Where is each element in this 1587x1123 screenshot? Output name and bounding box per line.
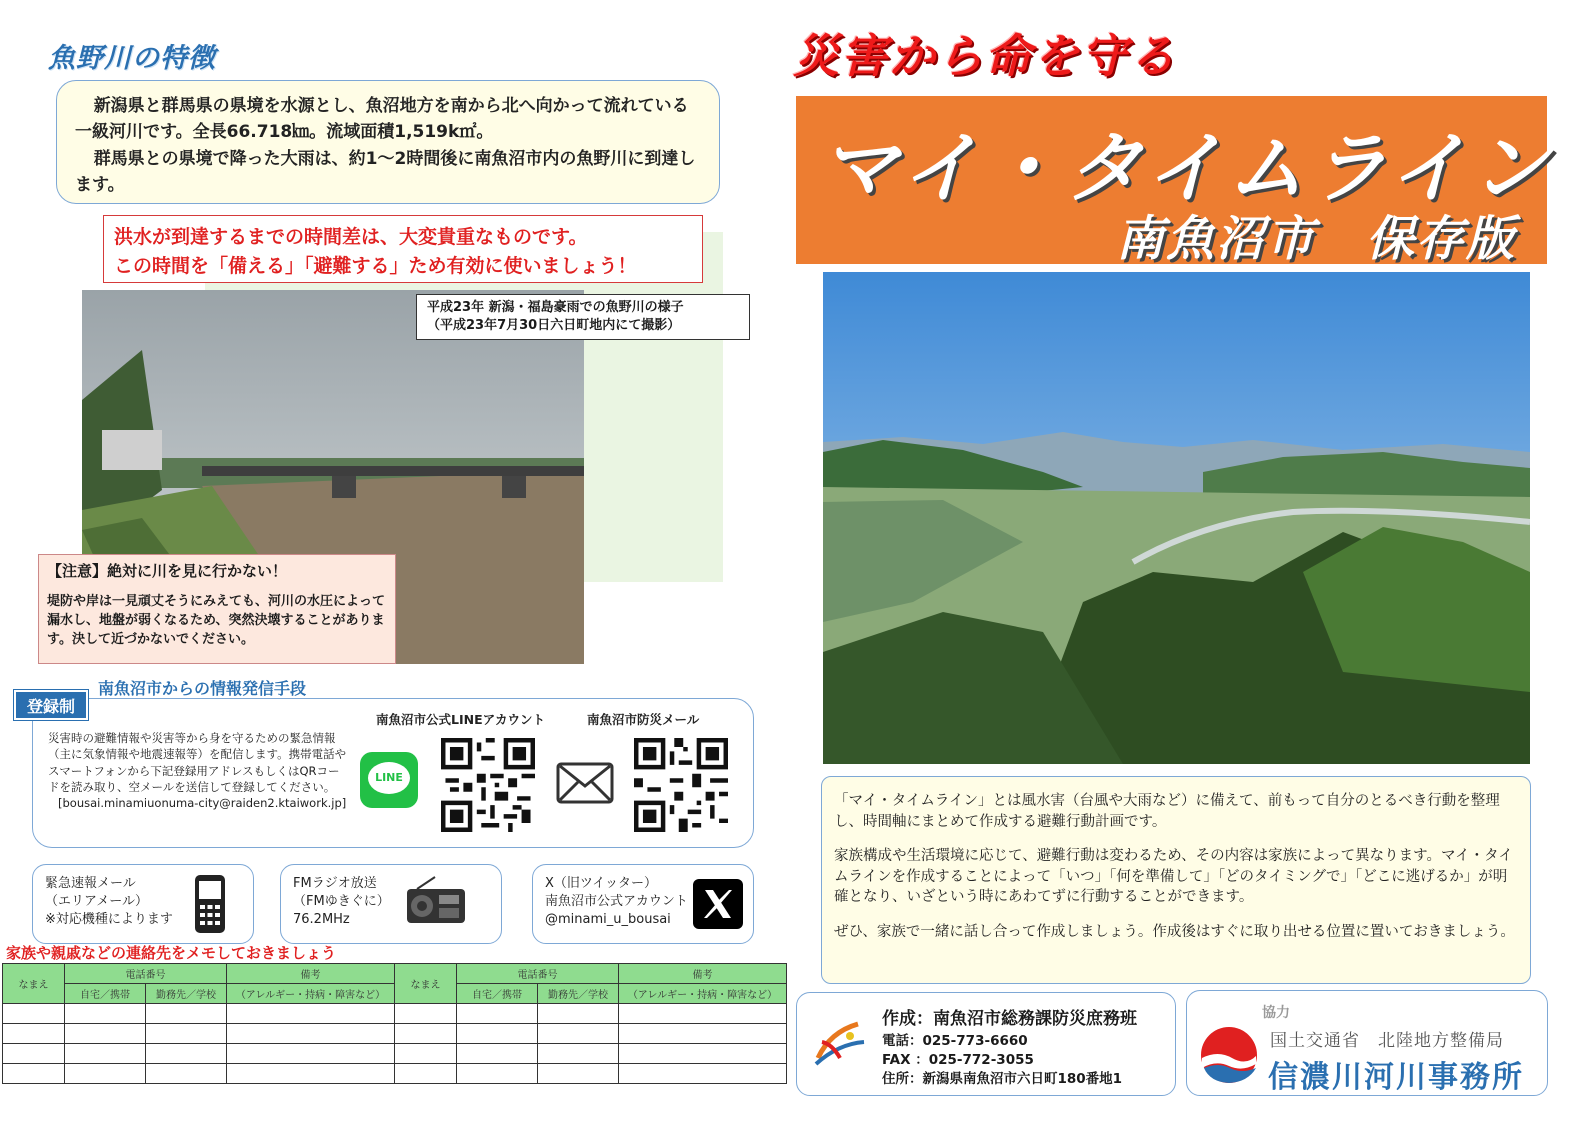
memo-row[interactable] [3, 1004, 787, 1024]
river-description-box [56, 80, 720, 204]
caution-title: 【注意】絶対に川を見に行かない！ [47, 562, 288, 580]
caption-line-2: （平成23年7月30日六日町地内にて撮影） [427, 317, 681, 333]
credit-tel: 電話：025-773-6660 [882, 1032, 1028, 1049]
info-description [48, 730, 348, 812]
memo-header-home: 自宅／携帯 [65, 984, 146, 1004]
memo-header-notes-sub: （アレルギー・持病・障害など） [619, 984, 787, 1004]
memo-header-work: 勤務先／学校 [146, 984, 227, 1004]
main-title: 災害から命を守る [793, 29, 1177, 83]
warning-line-2: この時間を「備える」「避難する」ため有効に使いましょう！ [114, 255, 637, 278]
contact-memo-table [2, 963, 787, 1084]
credit-made-by: 作成：南魚沼市総務課防災庶務班 [882, 1009, 1137, 1029]
emergency-mail-note: ※対応機種によります [45, 911, 173, 927]
line-icon-text: LINE [368, 762, 410, 794]
credit-address: 住所：新潟県南魚沼市六日町180番地1 [882, 1070, 1123, 1087]
desc-paragraph-3: ぜひ、家族で一緒に話し合って作成しましょう。作成後はすぐに取り出せる位置に置いておきましょう。 [834, 923, 1515, 940]
caution-box [38, 554, 396, 664]
memo-header-notes: 備考 [619, 964, 787, 984]
x-account-text [545, 875, 688, 929]
memo-row[interactable] [3, 1024, 787, 1044]
ministry-logo-icon [1198, 1024, 1260, 1086]
fm-radio-station: （FMゆきぐに） [293, 893, 390, 909]
registration-tag: 登録制 [14, 690, 88, 720]
memo-header-home: 自宅／携帯 [457, 984, 538, 1004]
page-title-uono-river: 魚野川の特徴 [48, 43, 216, 74]
memo-row[interactable] [3, 1044, 787, 1064]
mail-icon[interactable] [556, 754, 614, 812]
mail-qr-code-icon[interactable] [634, 738, 728, 832]
coop-office: 信濃川河川事務所 [1268, 1060, 1524, 1095]
caption-line-1: 平成23年 新潟・福島豪雨での魚野川の様子 [427, 300, 684, 315]
x-account-title: X（旧ツイッター） [545, 876, 657, 891]
radio-icon [405, 875, 467, 925]
emergency-mail-sub: （エリアメール） [45, 893, 148, 909]
bousai-mail-label: 南魚沼市防災メール [587, 712, 700, 727]
memo-header-work: 勤務先／学校 [538, 984, 619, 1004]
river-desc-2: 群馬県との県境で降った大雨は、約1～2時間後に南魚沼市内の魚野川に到達します。 [75, 148, 696, 196]
emergency-mail-text [45, 875, 173, 929]
coop-label: 協力 [1262, 1005, 1290, 1021]
fm-radio-title: FMラジオ放送 [293, 876, 377, 891]
banner-title: マイ・タイムライン [820, 124, 1553, 214]
memo-header-name: なまえ [3, 964, 65, 1004]
photo-caption [416, 294, 750, 340]
memo-row[interactable] [3, 1064, 787, 1084]
memo-header-name: なまえ [395, 964, 457, 1004]
caution-body: 堤防や岸は一見頑丈そうにみえても、河川の水圧によって漏水し、地盤が弱くなるため、突然決壊することがあります。決して近づかないでください。 [47, 594, 386, 647]
x-account-box [532, 864, 754, 944]
line-account-label: 南魚沼市公式LINEアカウント [376, 712, 545, 727]
memo-title: 家族や親戚などの連絡先をメモしておきましょう [6, 944, 337, 962]
fm-radio-text [293, 875, 390, 929]
banner-subtitle: 南魚沼市 保存版 [1116, 211, 1517, 267]
river-desc-1: 新潟県と群馬県の県境を水源とし、魚沼地方を南から北へ向かって流れている一級河川です。全長66.718㎞。流域面積1,519k㎡。 [75, 96, 689, 143]
warning-line-1: 洪水が到達するまでの時間差は、大変貴重なものです。 [114, 226, 588, 248]
registration-address: [bousai.minamiuonuma-city@raiden2.ktaiwork.jp] [58, 796, 347, 811]
line-icon[interactable] [360, 752, 418, 808]
timeline-description-box [821, 776, 1531, 984]
x-logo-icon[interactable] [693, 879, 743, 929]
memo-header-notes: 備考 [227, 964, 395, 984]
memo-header-phone: 電話番号 [457, 964, 619, 984]
line-qr-code-icon[interactable] [441, 738, 535, 832]
emergency-mail-title: 緊急速報メール [45, 876, 136, 891]
memo-header-phone: 電話番号 [65, 964, 227, 984]
city-emblem-icon [810, 1014, 870, 1070]
info-body: 災害時の避難情報や災害等から身を守るための緊急情報（主に気象情報や地震速報等）を配信します。携帯電話やスマートフォンから下記登録用アドレスもしくはQRコードを読み取り、空メールを送信して登録してください。 [48, 731, 347, 794]
mobile-phone-icon [193, 873, 227, 935]
info-channels-heading: 南魚沼市からの情報発信手段 [98, 679, 307, 698]
desc-paragraph-1: 「マイ・タイムライン」とは風水害（台風や大雨など）に備えて、前もって自分のとるべき行動を整理し、時間軸にまとめて作成する避難行動計画です。 [834, 793, 1500, 830]
flood-warning-box [103, 215, 703, 283]
valley-landscape-photo [823, 272, 1530, 764]
memo-header-notes-sub: （アレルギー・持病・障害など） [227, 984, 395, 1004]
emergency-mail-box [32, 864, 254, 944]
credit-text [882, 1008, 1137, 1088]
desc-paragraph-2: 家族構成や生活環境に応じて、避難行動は変わるため、その内容は家族によって異なります。マイ・タイムラインを作成することによって「いつ」「何を準備して」「どのタイミングで」「どこに逃げるか」が明確となり、いざという時にあわてずに行動することができます。 [834, 848, 1513, 906]
coop-ministry: 国土交通省 北陸地方整備局 [1270, 1031, 1504, 1051]
x-account-name: 南魚沼市公式アカウント [545, 893, 688, 909]
fm-radio-frequency: 76.2MHz [293, 911, 350, 927]
credit-fax: FAX ：025-772-3055 [882, 1051, 1034, 1068]
fm-radio-box [280, 864, 502, 944]
x-account-handle: @minami_u_bousai [545, 911, 671, 927]
